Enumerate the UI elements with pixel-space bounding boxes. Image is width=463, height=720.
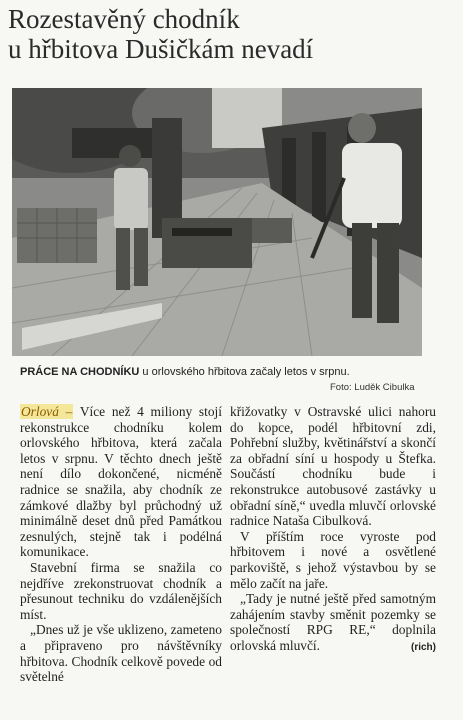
photo-credit: Foto: Luděk Cibulka	[330, 382, 415, 393]
article-photo	[12, 88, 422, 356]
dateline: Orlová –	[21, 404, 73, 419]
article-column-1	[20, 404, 222, 685]
paragraph: Stavební firma se snažila co nejdříve zrekonstruovat chodník a přesunout techniku do vzdálenějších míst.	[20, 559, 222, 622]
caption-text: u orlovského hřbitova začaly letos v srpnu.	[139, 366, 350, 378]
paragraph: „Tady je nutné ještě před samotným zahájením stavby směnit pozemky se společností RPG RE,“ doplnila orlovská mluvčí.	[230, 591, 436, 653]
paragraph: „Dnes už je vše uklizeno, zameteno a připraveno pro návštěvníky hřbitova. Chodník celkově povede od světelné	[20, 622, 222, 685]
caption-bold: PRÁCE NA CHODNÍKU	[20, 366, 140, 378]
headline-line-1: Rozestavěný chodník	[8, 4, 240, 34]
article-column-2	[230, 404, 436, 655]
paragraph	[20, 404, 222, 560]
paragraph: V příštím roce vyroste pod hřbitovem i nové a osvětlené parkoviště, s jehož výstavbou by se mělo začít na jaře.	[230, 528, 436, 591]
headline	[8, 4, 458, 64]
paragraph-text: Více než 4 miliony stojí rekonstrukce chodníku kolem orlovského hřbitova, která začala letos v srpnu. V těchto dnech ještě není dílo dokončené, nicméně radnice se snažila, aby chodník ze zámkové dlažby byl průchodný už minimálně deset dnů před Památkou zesnulých, stejně tak i podélná komunikace.	[20, 404, 223, 560]
paragraph: křižovatky v Ostravské ulici nahoru do kopce, podél hřbitovní zdi, Pohřební služby, květinářství a skončí za obřadní síní u hospody u Štefka. Součástí chodníku bude i rekonstrukce autobusové zastávky u obřadní síně,“ uvedla mluvčí orlovské radnice Nataša Cibulková.	[230, 404, 436, 529]
author-signature: (rich)	[411, 641, 436, 653]
photo-caption	[20, 366, 440, 378]
headline-line-2: u hřbitova Dušičkám nevadí	[8, 34, 314, 64]
